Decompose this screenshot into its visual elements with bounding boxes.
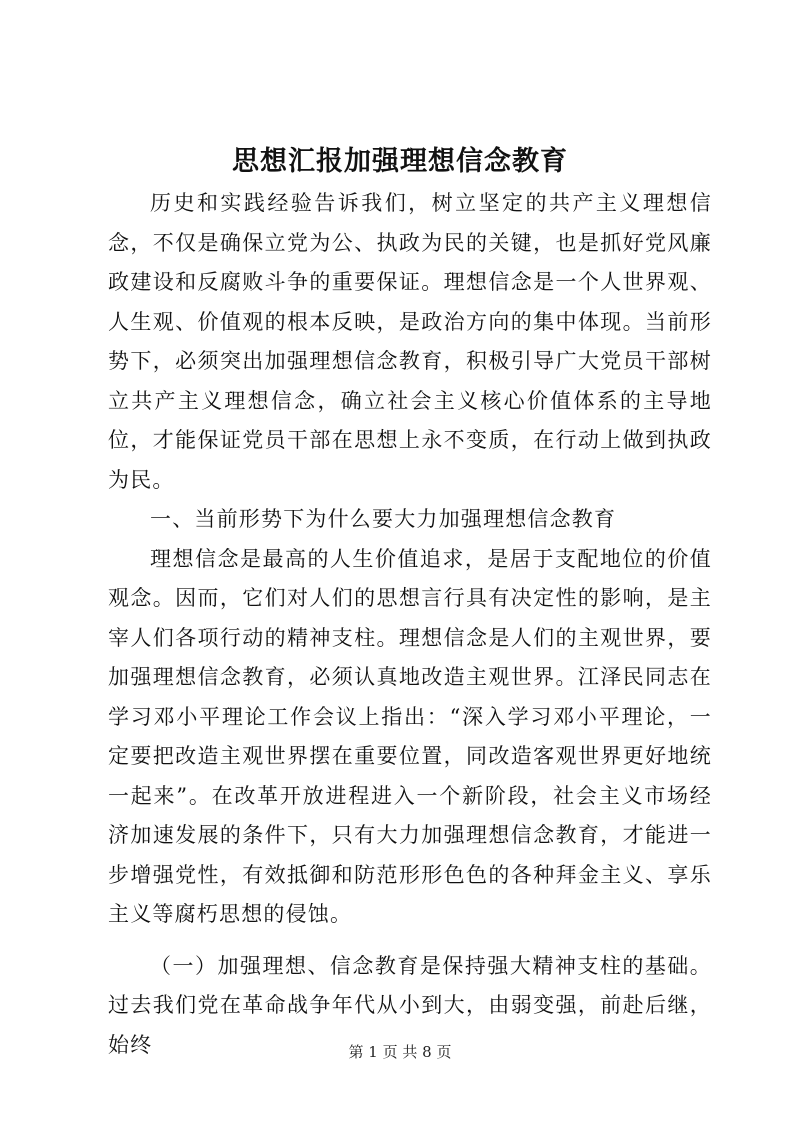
page-number-footer: 第 1 页 共 8 页: [348, 1043, 452, 1061]
section-heading: 一、当前形势下为什么要大力加强理想信念教育: [150, 507, 617, 531]
intro-paragraph: 历史和实践经验告诉我们，树立坚定的共产主义理想信念，不仅是确保立党为公、执政为民的关键，也是抓好党风廉政建设和反腐败斗争的重要保证。理想信念是一个人世界观、人生观、价值观的根本反映，是政治方向的集中体现。当前形势下，必须突出加强理想信念教育，积极引导广大党员干部树立共产主义理想信念，确立社会主义核心价值体系的主导地位，才能保证党员干部在思想上永不变质，在行动上做到执政为民。: [108, 191, 712, 492]
document-body: [108, 184, 712, 1065]
body-paragraph: 理想信念是最高的人生价值追求，是居于支配地位的价值观念。因而，它们对人们的思想言行具有决定性的影响，是主宰人们各项行动的精神支柱。理想信念是人们的主观世界，要加强理想信念教育，必须认真地改造主观世界。江泽民同志在学习邓小平理论工作会议上指出：“深入学习邓小平理论，一定要把改造主观世界摆在重要位置，同改造客观世界更好地统一起来”。在改革开放进程进入一个新阶段，社会主义市场经济加速发展的条件下，只有大力加强理想信念教育，才能进一步增强党性，有效抵御和防范形形色色的各种拜金主义、享乐主义等腐朽思想的侵蚀。: [108, 546, 712, 926]
subsection-paragraph: （一）加强理想、信念教育是保持强大精神支柱的基础。过去我们党在革命战争年代从小到大，由弱变强，前赴后继，始终: [108, 953, 712, 1057]
document-title: 思想汇报加强理想信念教育: [232, 146, 568, 177]
